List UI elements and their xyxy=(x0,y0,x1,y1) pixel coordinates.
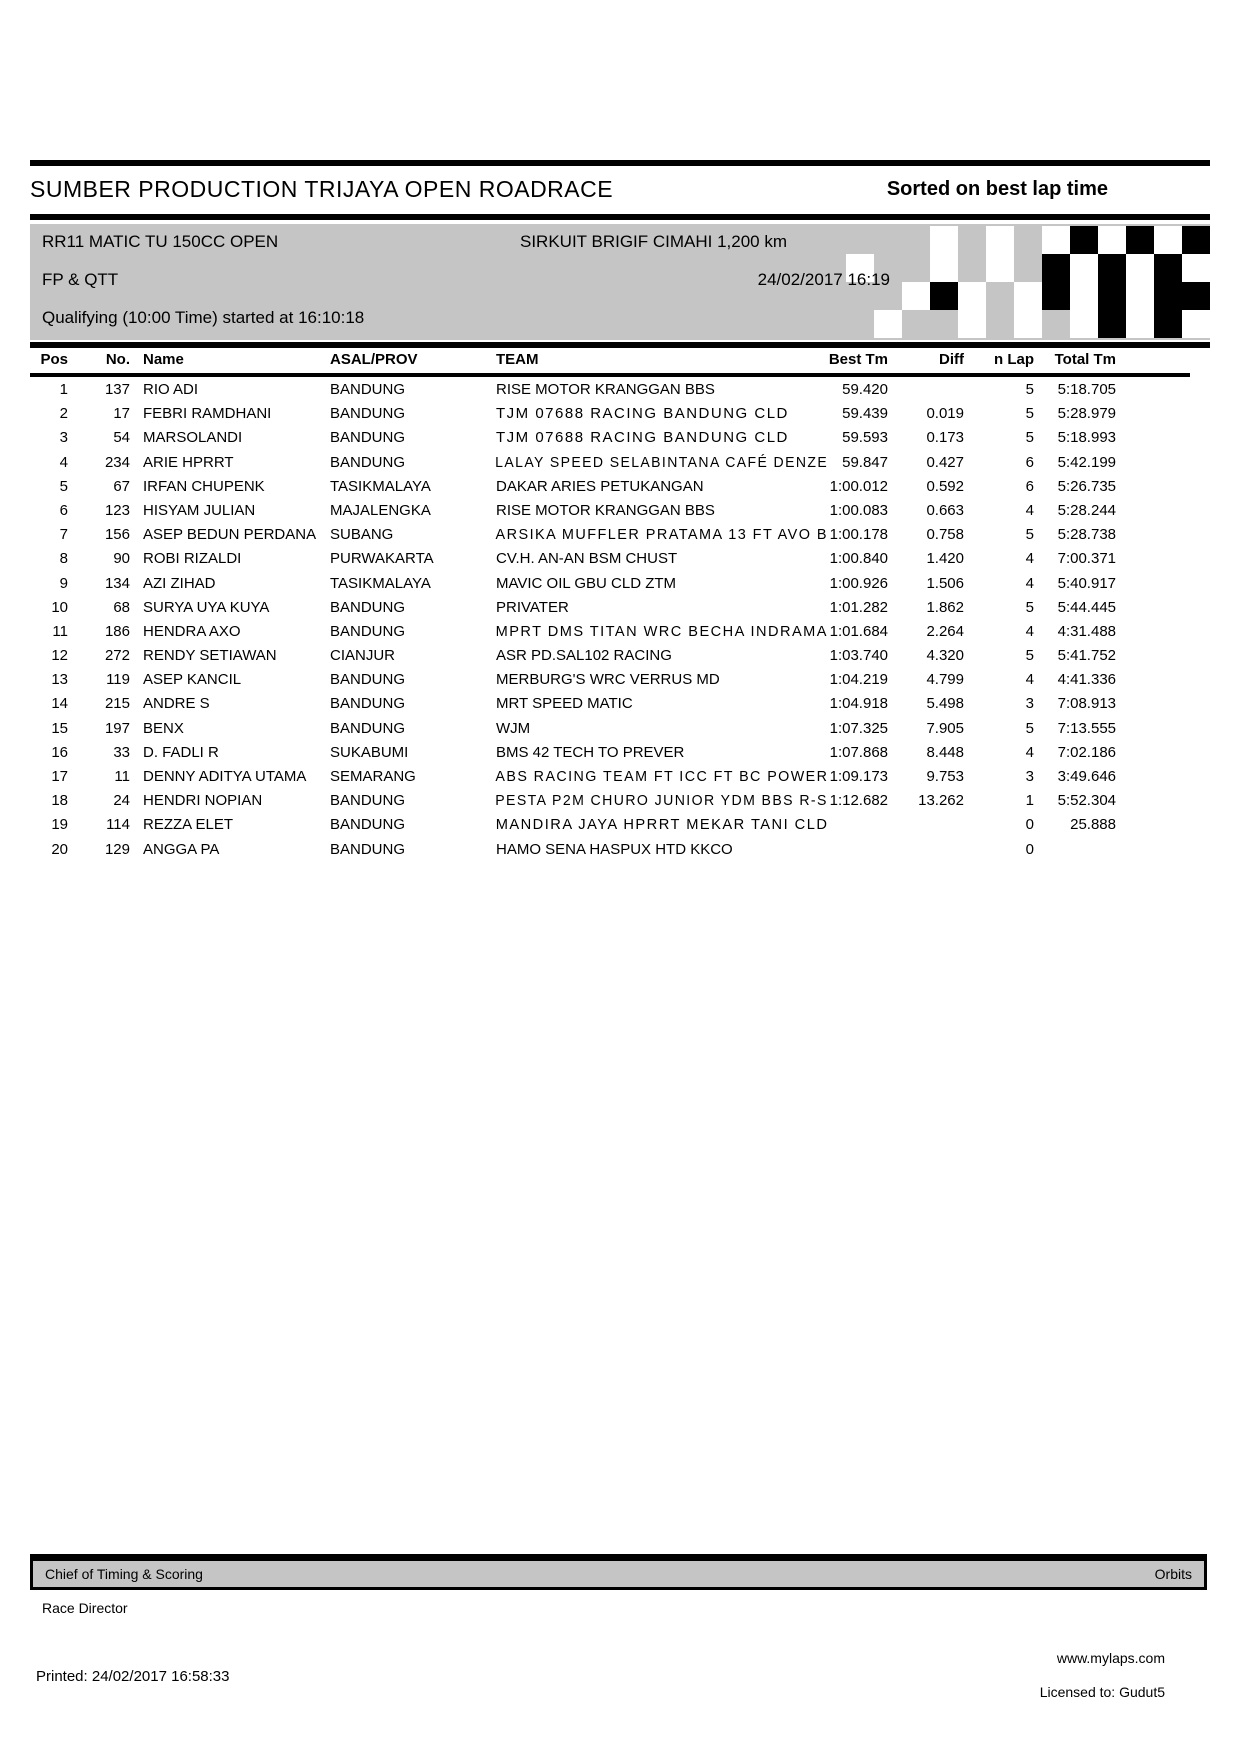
cell-laps: 4 xyxy=(1025,501,1034,519)
cell-no: 24 xyxy=(113,792,130,810)
table-row xyxy=(30,692,1180,716)
cell-laps: 0 xyxy=(1025,840,1034,858)
cell-laps: 3 xyxy=(1025,695,1034,713)
checker-square xyxy=(930,254,958,282)
cell-total: 25.888 xyxy=(1070,816,1116,834)
cell-diff: 13.262 xyxy=(918,792,964,810)
checker-square xyxy=(986,310,1014,338)
cell-laps: 4 xyxy=(1025,671,1034,689)
cell-no: 119 xyxy=(106,671,130,689)
checker-square xyxy=(1182,282,1210,310)
cell-team: TJM 07688 RACING BANDUNG CLD xyxy=(496,429,789,447)
table-row xyxy=(30,523,1180,547)
cell-laps: 4 xyxy=(1025,550,1034,568)
cell-pos: 19 xyxy=(51,816,68,834)
column-header-name: Name xyxy=(143,351,184,368)
cell-name: ARIE HPRRT xyxy=(143,453,234,471)
cell-name: ANGGA PA xyxy=(143,840,220,858)
cell-no: 123 xyxy=(104,501,130,519)
cell-team: MRT SPEED MATIC xyxy=(496,695,633,713)
session-name: FP & QTT xyxy=(42,270,119,289)
cell-diff: 9.753 xyxy=(926,768,964,785)
cell-team: HAMO SENA HASPUX HTD KKCO xyxy=(496,840,733,858)
cell-team: MPRT DMS TITAN WRC BECHA INDRAMA xyxy=(495,622,828,640)
cell-asal: MAJALENGKA xyxy=(330,501,431,519)
cell-laps: 5 xyxy=(1025,405,1034,423)
cell-name: IRFAN CHUPENK xyxy=(143,477,265,495)
checker-square xyxy=(1182,310,1210,338)
cell-pos: 17 xyxy=(51,768,68,785)
table-row xyxy=(30,644,1180,668)
table-row xyxy=(30,402,1180,426)
checker-square xyxy=(1154,310,1182,338)
cell-laps: 5 xyxy=(1025,429,1034,447)
cell-pos: 1 xyxy=(59,381,68,398)
cell-asal: BANDUNG xyxy=(330,598,406,616)
cell-laps: 6 xyxy=(1025,453,1034,471)
cell-best xyxy=(828,838,888,862)
cell-diff: 1.420 xyxy=(926,550,964,568)
cell-total: 4:31.488 xyxy=(1057,622,1116,640)
cell-team: PRIVATER xyxy=(496,598,569,616)
checker-square xyxy=(986,254,1014,282)
table-row xyxy=(30,596,1180,620)
cell-team: CV.H. AN-AN BSM CHUST xyxy=(496,550,678,568)
table-row xyxy=(30,765,1180,789)
column-header-pos: Pos xyxy=(40,351,68,368)
cell-asal: BANDUNG xyxy=(330,429,406,447)
cell-name: ASEP BEDUN PERDANA xyxy=(143,526,317,544)
session-info: Qualifying (10:00 Time) started at 16:10:18 xyxy=(42,308,365,327)
cell-best: 1:00.012 xyxy=(829,477,888,495)
cell-team: TJM 07688 RACING BANDUNG CLD xyxy=(496,405,789,423)
cell-laps: 6 xyxy=(1025,477,1034,495)
cell-pos: 11 xyxy=(52,622,68,640)
timing-scoring-label: Chief of Timing & Scoring xyxy=(45,1566,203,1582)
cell-name: HENDRI NOPIAN xyxy=(143,792,263,810)
cell-name: D. FADLI R xyxy=(143,743,219,761)
checker-square xyxy=(1098,282,1126,310)
table-row xyxy=(30,789,1180,813)
cell-best: 59.439 xyxy=(842,405,888,423)
cell-asal: TASIKMALAYA xyxy=(330,477,431,495)
cell-laps: 4 xyxy=(1025,574,1034,592)
cell-pos: 16 xyxy=(51,743,68,761)
printed-timestamp: Printed: 24/02/2017 16:58:33 xyxy=(36,1668,230,1685)
cell-asal: BANDUNG xyxy=(330,622,406,640)
checker-square xyxy=(846,310,874,338)
cell-name: RENDY SETIAWAN xyxy=(143,647,277,665)
checker-square xyxy=(1182,226,1210,254)
footer-bar xyxy=(30,1554,1207,1590)
cell-name: FEBRI RAMDHANI xyxy=(143,405,272,423)
cell-no: 90 xyxy=(113,550,130,568)
cell-no: 129 xyxy=(104,840,130,858)
cell-total: 7:02.186 xyxy=(1057,743,1116,761)
cell-laps: 5 xyxy=(1025,598,1034,616)
class-name: RR11 MATIC TU 150CC OPEN xyxy=(42,232,279,251)
cell-best: 1:00.083 xyxy=(829,501,888,519)
cell-best: 1:00.926 xyxy=(829,574,888,592)
cell-total: 5:18.993 xyxy=(1057,429,1116,447)
column-header-best: Best Tm xyxy=(828,351,888,368)
cell-team: ABS RACING TEAM FT ICC FT BC POWER xyxy=(495,768,829,785)
cell-team: BMS 42 TECH TO PREVER xyxy=(496,743,685,761)
checker-square xyxy=(1098,226,1126,254)
cell-best: 1:00.178 xyxy=(829,526,888,544)
cell-name: ROBI RIZALDI xyxy=(143,550,242,568)
table-header-underline xyxy=(30,373,1190,377)
cell-best: 1:07.325 xyxy=(829,719,888,737)
cell-total: 7:00.371 xyxy=(1057,550,1116,568)
cell-asal: BANDUNG xyxy=(330,453,406,471)
cell-name: ANDRE S xyxy=(143,695,210,713)
cell-no: 11 xyxy=(114,768,130,785)
cell-total: 7:13.555 xyxy=(1057,719,1116,737)
circuit-name: SIRKUIT BRIGIF CIMAHI 1,200 km xyxy=(520,232,788,251)
cell-team: ASR PD.SAL102 RACING xyxy=(496,647,672,665)
cell-best: 59.847 xyxy=(842,453,888,471)
cell-no: 54 xyxy=(113,429,130,447)
cell-name: DENNY ADITYA UTAMA xyxy=(143,768,307,785)
checker-square xyxy=(1070,282,1098,310)
cell-best xyxy=(828,813,888,837)
cell-team: MANDIRA JAYA HPRRT MEKAR TANI CLD xyxy=(495,816,829,834)
table-row xyxy=(30,717,1180,741)
cell-total: 7:08.913 xyxy=(1057,695,1116,713)
column-header-no: No. xyxy=(105,351,130,368)
checker-square xyxy=(1042,310,1070,338)
sort-label: Sorted on best lap time xyxy=(886,177,1108,200)
cell-pos: 3 xyxy=(59,429,68,447)
table-header xyxy=(30,349,1180,371)
cell-name: MARSOLANDI xyxy=(143,429,243,447)
cell-total: 5:44.445 xyxy=(1057,598,1116,616)
cell-name: SURYA UYA KUYA xyxy=(143,598,270,616)
cell-asal: SUKABUMI xyxy=(330,743,409,761)
column-header-diff: Diff xyxy=(939,351,964,368)
session-datetime: 24/02/2017 16:19 xyxy=(757,270,890,289)
checker-square xyxy=(1042,282,1070,310)
cell-team: LALAY SPEED SELABINTANA CAFÉ DENZE xyxy=(495,453,829,471)
cell-diff: 0.019 xyxy=(926,405,964,423)
checker-square xyxy=(1098,254,1126,282)
checker-square xyxy=(902,254,930,282)
checker-square xyxy=(1182,254,1210,282)
checker-square xyxy=(930,310,958,338)
cell-total: 5:52.304 xyxy=(1057,792,1116,810)
licensed-to: Licensed to: Gudut5 xyxy=(1039,1684,1165,1700)
cell-asal: BANDUNG xyxy=(330,840,406,858)
checker-square xyxy=(846,226,874,254)
cell-asal: BANDUNG xyxy=(330,405,406,423)
cell-no: 114 xyxy=(106,816,130,834)
cell-asal: SEMARANG xyxy=(330,768,416,785)
cell-total: 3:49.646 xyxy=(1057,768,1116,785)
checker-square xyxy=(958,282,986,310)
page-title: SUMBER PRODUCTION TRIJAYA OPEN ROADRACE xyxy=(30,175,614,202)
cell-total: 5:28.244 xyxy=(1057,501,1116,519)
column-header-team: TEAM xyxy=(496,351,539,368)
cell-laps: 5 xyxy=(1025,647,1034,665)
cell-asal: BANDUNG xyxy=(330,816,406,834)
cell-asal: CIANJUR xyxy=(330,647,396,665)
cell-name: HENDRA AXO xyxy=(143,622,241,640)
cell-best: 1:00.840 xyxy=(829,550,888,568)
cell-pos: 8 xyxy=(59,550,68,568)
cell-diff: 0.592 xyxy=(926,477,964,495)
cell-team: DAKAR ARIES PETUKANGAN xyxy=(496,477,704,495)
table-row xyxy=(30,838,1180,862)
cell-pos: 14 xyxy=(51,695,68,713)
cell-team: PESTA P2M CHURO JUNIOR YDM BBS R-S xyxy=(495,792,828,810)
table-row xyxy=(30,620,1180,644)
cell-best: 59.593 xyxy=(842,429,888,447)
cell-best: 1:12.682 xyxy=(829,792,888,810)
cell-diff: 0.173 xyxy=(926,429,964,447)
cell-laps: 3 xyxy=(1025,768,1034,785)
cell-name: ASEP KANCIL xyxy=(143,671,242,689)
cell-diff: 4.799 xyxy=(926,671,964,689)
cell-diff: 1.862 xyxy=(926,598,964,616)
orbits-label: Orbits xyxy=(1154,1566,1192,1582)
cell-no: 272 xyxy=(104,647,130,665)
cell-asal: SUBANG xyxy=(330,526,394,544)
cell-asal: PURWAKARTA xyxy=(330,550,434,568)
cell-diff: 0.663 xyxy=(926,501,964,519)
cell-laps: 1 xyxy=(1025,792,1034,810)
checker-square xyxy=(902,310,930,338)
cell-total: 5:28.979 xyxy=(1057,405,1116,423)
cell-diff: 8.448 xyxy=(926,743,964,761)
cell-no: 134 xyxy=(104,574,130,592)
table-row xyxy=(30,378,1180,402)
cell-best: 1:09.173 xyxy=(829,768,888,785)
title-row xyxy=(30,166,1180,212)
table-row xyxy=(30,813,1180,837)
checker-square xyxy=(902,282,930,310)
checker-square xyxy=(958,310,986,338)
cell-no: 68 xyxy=(113,598,130,616)
checker-square xyxy=(1126,254,1154,282)
cell-no: 186 xyxy=(104,622,130,640)
cell-pos: 2 xyxy=(59,405,68,423)
cell-best: 1:04.219 xyxy=(829,671,888,689)
cell-team: MERBURG'S WRC VERRUS MD xyxy=(496,671,720,689)
cell-team: RISE MOTOR KRANGGAN BBS xyxy=(496,501,715,519)
table-row xyxy=(30,426,1180,450)
cell-diff: 1.506 xyxy=(926,574,964,592)
cell-diff xyxy=(888,378,964,402)
cell-team: WJM xyxy=(496,719,531,737)
column-header-laps: n Lap xyxy=(994,351,1034,368)
cell-no: 197 xyxy=(104,719,130,737)
checker-square xyxy=(1014,310,1042,338)
checker-square xyxy=(1154,226,1182,254)
checker-square xyxy=(1154,254,1182,282)
table-row xyxy=(30,499,1180,523)
checker-square xyxy=(930,226,958,254)
cell-pos: 4 xyxy=(59,453,68,471)
checker-square xyxy=(1014,282,1042,310)
cell-best: 1:04.918 xyxy=(829,695,888,713)
cell-pos: 18 xyxy=(51,792,68,810)
cell-diff: 2.264 xyxy=(926,622,964,640)
cell-total: 5:28.738 xyxy=(1057,526,1116,544)
checker-square xyxy=(986,282,1014,310)
cell-diff xyxy=(888,838,964,862)
cell-name: HISYAM JULIAN xyxy=(143,501,256,519)
cell-laps: 5 xyxy=(1025,381,1034,398)
checker-square xyxy=(1126,310,1154,338)
checker-square xyxy=(1042,226,1070,254)
cell-laps: 4 xyxy=(1025,622,1034,640)
cell-pos: 7 xyxy=(59,526,68,544)
cell-asal: BANDUNG xyxy=(330,671,406,689)
cell-total: 4:41.336 xyxy=(1057,671,1116,689)
cell-no: 215 xyxy=(104,695,130,713)
cell-pos: 15 xyxy=(51,719,68,737)
checker-square xyxy=(1070,310,1098,338)
cell-no: 234 xyxy=(104,453,130,471)
cell-diff: 0.427 xyxy=(926,453,964,471)
cell-total: 5:26.735 xyxy=(1057,477,1116,495)
column-header-total: Total Tm xyxy=(1054,351,1116,368)
checker-square xyxy=(1014,254,1042,282)
cell-asal: BANDUNG xyxy=(330,792,406,810)
checker-square xyxy=(1154,282,1182,310)
cell-pos: 12 xyxy=(51,647,68,665)
mylaps-website: www.mylaps.com xyxy=(1056,1650,1165,1666)
cell-best: 1:01.282 xyxy=(829,598,888,616)
cell-no: 33 xyxy=(113,743,130,761)
checker-square xyxy=(1014,226,1042,254)
cell-total: 5:18.705 xyxy=(1057,381,1116,398)
band-bottom-rule xyxy=(30,342,1210,348)
cell-total: 5:42.199 xyxy=(1057,453,1116,471)
checker-square xyxy=(1070,226,1098,254)
table-row xyxy=(30,547,1180,571)
cell-diff: 0.758 xyxy=(926,526,964,544)
cell-name: RIO ADI xyxy=(143,381,199,398)
cell-asal: BANDUNG xyxy=(330,381,406,398)
mid-rule xyxy=(30,214,1210,220)
checker-square xyxy=(1070,254,1098,282)
checker-square xyxy=(1126,226,1154,254)
cell-total: 5:40.917 xyxy=(1057,574,1116,592)
cell-asal: TASIKMALAYA xyxy=(330,574,431,592)
cell-asal: BANDUNG xyxy=(330,695,406,713)
checker-square xyxy=(1126,282,1154,310)
cell-pos: 5 xyxy=(59,477,68,495)
cell-asal: BANDUNG xyxy=(330,719,406,737)
checkered-flag-icon xyxy=(846,226,1210,338)
cell-team: ARSIKA MUFFLER PRATAMA 13 FT AVO B xyxy=(495,526,828,544)
cell-team: MAVIC OIL GBU CLD ZTM xyxy=(496,574,677,592)
cell-name: AZI ZIHAD xyxy=(143,574,216,592)
checker-square xyxy=(874,226,902,254)
table-row xyxy=(30,451,1180,475)
table-row xyxy=(30,668,1180,692)
cell-no: 67 xyxy=(113,477,130,495)
cell-best: 59.420 xyxy=(842,381,888,398)
race-director-label: Race Director xyxy=(42,1600,128,1616)
cell-laps: 5 xyxy=(1025,526,1034,544)
cell-laps: 5 xyxy=(1025,719,1034,737)
checker-square xyxy=(958,254,986,282)
table-row xyxy=(30,741,1180,765)
cell-pos: 10 xyxy=(51,598,68,616)
table-row xyxy=(30,475,1180,499)
cell-total: 5:41.752 xyxy=(1057,647,1116,665)
cell-best: 1:01.684 xyxy=(829,622,888,640)
checker-square xyxy=(930,282,958,310)
table-rows xyxy=(30,378,1180,862)
cell-no: 17 xyxy=(113,405,130,423)
cell-no: 137 xyxy=(104,381,130,398)
cell-diff: 4.320 xyxy=(926,647,964,665)
cell-laps: 4 xyxy=(1025,743,1034,761)
table-row xyxy=(30,572,1180,596)
checker-square xyxy=(1042,254,1070,282)
event-info-band xyxy=(30,224,1210,340)
cell-diff: 5.498 xyxy=(926,695,964,713)
cell-pos: 13 xyxy=(51,671,68,689)
column-header-asal: ASAL/PROV xyxy=(330,351,418,368)
checker-square xyxy=(902,226,930,254)
cell-diff: 7.905 xyxy=(926,719,964,737)
cell-best: 1:03.740 xyxy=(829,647,888,665)
cell-total xyxy=(1034,838,1116,862)
cell-best: 1:07.868 xyxy=(829,743,888,761)
cell-pos: 6 xyxy=(59,501,68,519)
checker-square xyxy=(958,226,986,254)
cell-diff xyxy=(888,813,964,837)
checker-square xyxy=(874,310,902,338)
cell-pos: 9 xyxy=(59,574,68,592)
checker-square xyxy=(1098,310,1126,338)
cell-team: RISE MOTOR KRANGGAN BBS xyxy=(496,381,715,398)
cell-name: REZZA ELET xyxy=(143,816,234,834)
cell-laps: 0 xyxy=(1025,816,1034,834)
cell-pos: 20 xyxy=(51,840,68,858)
checker-square xyxy=(986,226,1014,254)
cell-no: 156 xyxy=(104,526,130,544)
cell-name: BENX xyxy=(143,719,184,737)
